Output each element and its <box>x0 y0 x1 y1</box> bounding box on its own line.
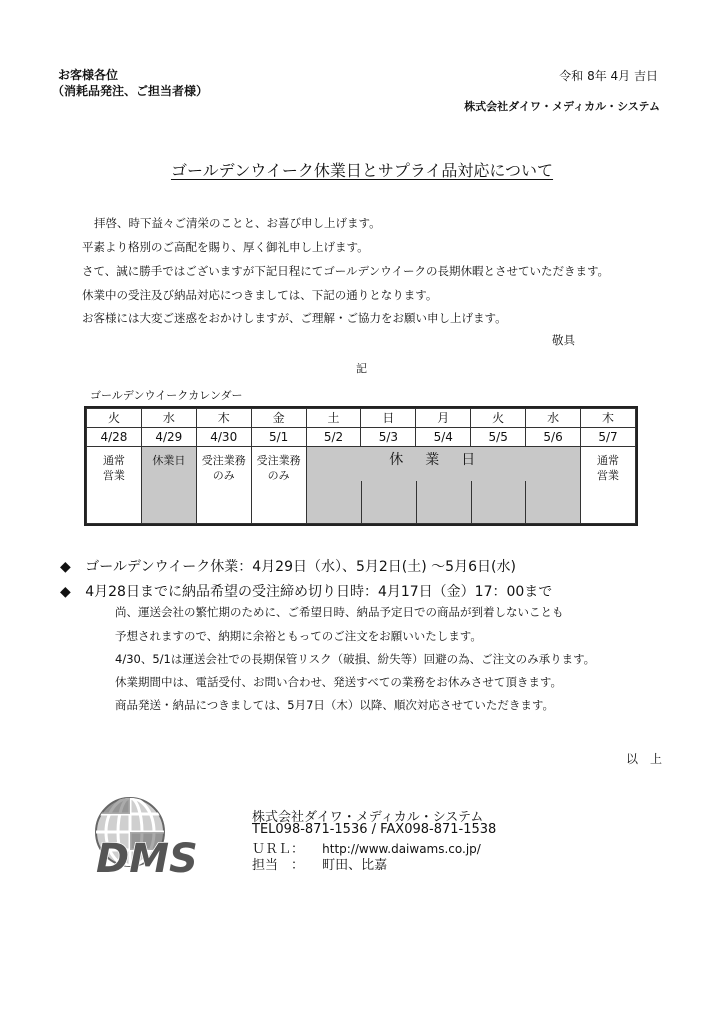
note-line-2: 予想されますので、納期に余裕ともってのご注文をお願いいたします。 <box>115 629 482 643</box>
recipient-line1: お客様各位 <box>58 68 119 82</box>
logo-text: DMS <box>96 836 198 882</box>
status-text: 通常 <box>597 454 619 467</box>
globe-logo-icon <box>86 792 216 882</box>
holiday-block-label: 休業日 <box>389 452 498 468</box>
status-text: 営業 <box>102 469 125 482</box>
status-cell-holiday-block <box>306 447 580 524</box>
document-title: ゴールデンウイーク休業日とサプライ品対応について <box>170 161 554 180</box>
note-line-5: 商品発送・納品につきましては、5月7日（木）以降、順次対応させていただきます。 <box>115 698 554 712</box>
contact-tel-fax: TEL098-871-1536 / FAX098-871-1538 <box>252 822 497 837</box>
day-cell: 木 <box>196 409 251 428</box>
date-cell: 5/7 <box>581 428 636 447</box>
day-cell: 木 <box>581 409 636 428</box>
diamond-bullet-icon: ◆ <box>60 559 71 575</box>
dms-logo <box>86 792 216 882</box>
url-label: ＵＲＬ： <box>252 842 305 857</box>
bullet-text: 4月28日までに納品希望の受注締め切り日時：4月17日（金）17：00まで <box>85 584 553 600</box>
status-cell-holiday <box>141 447 196 524</box>
status-text: のみ <box>212 469 235 482</box>
date-cell: 4/29 <box>141 428 196 447</box>
date-cell: 5/1 <box>251 428 306 447</box>
person-names: 町田、比嘉 <box>322 858 388 873</box>
note-line-3: 4/30、5/1は運送会社での長期保管リスク（破損、紛失等）回避の為、ご注文のみ承ります。 <box>115 652 596 666</box>
bullet-order-deadline <box>60 581 552 601</box>
body-line-3: さて、誠に勝手ではございますが下記日程にてゴールデンウイークの長期休暇とさせていただきます。 <box>82 264 610 278</box>
bullet-text: ゴールデンウイーク休業：4月29日（水）、5月2日(土) ～5月6日(水) <box>85 559 516 575</box>
keigu: 敬具 <box>552 333 575 347</box>
body-line-5: お客様には大変ご迷惑をおかけしますが、ご理解・ご協力をお願い申し上げます。 <box>82 311 507 325</box>
body-line-1: 拝啓、時下益々ご清栄のことと、お喜び申し上げます。 <box>94 216 381 230</box>
day-cell: 月 <box>416 409 471 428</box>
body-line-2: 平素より格別のご高配を賜り、厚く御礼申し上げます。 <box>82 240 369 254</box>
status-cell-normal <box>581 447 636 524</box>
status-cell-order-only <box>196 447 251 524</box>
date-cell: 4/30 <box>196 428 251 447</box>
body-line-4: 休業中の受注及び納品対応につきましては、下記の通りとなります。 <box>82 288 438 302</box>
contact-company: 株式会社ダイワ・メディカル・システム <box>252 810 484 825</box>
date-cell: 5/2 <box>306 428 361 447</box>
ki-mark: 記 <box>356 362 367 375</box>
note-line-1: 尚、運送会社の繁忙期のために、ご希望日時、納品予定日での商品が到着しないことも <box>115 605 564 619</box>
holiday-divider <box>471 481 472 523</box>
date-cell: 4/28 <box>87 428 142 447</box>
holiday-divider <box>361 481 362 523</box>
date-cell: 5/3 <box>361 428 416 447</box>
person-label: 担当 ： <box>252 858 305 873</box>
note-line-4: 休業期間中は、電話受付、お問い合わせ、発送すべての業務をお休みさせて頂きます。 <box>115 675 563 689</box>
day-cell: 金 <box>251 409 306 428</box>
status-text: 通常 <box>102 454 125 467</box>
holiday-divider <box>525 481 526 523</box>
day-cell: 日 <box>361 409 416 428</box>
website-link[interactable]: http://www.daiwams.co.jp/ <box>322 842 481 856</box>
document-date: 令和 8年 4月 吉日 <box>559 69 658 83</box>
date-cell: 5/5 <box>471 428 526 447</box>
ijou: 以 上 <box>626 752 663 766</box>
calendar-label: ゴールデンウイークカレンダー <box>90 389 243 402</box>
date-cell: 5/4 <box>416 428 471 447</box>
day-cell: 火 <box>87 409 142 428</box>
date-cell: 5/6 <box>526 428 581 447</box>
status-text: 営業 <box>597 469 619 482</box>
status-cell-normal <box>87 447 142 524</box>
diamond-bullet-icon: ◆ <box>60 584 71 600</box>
day-cell: 水 <box>141 409 196 428</box>
issuer-company: 株式会社ダイワ・メディカル・システム <box>464 100 660 113</box>
day-cell: 土 <box>306 409 361 428</box>
status-text: のみ <box>267 469 290 482</box>
recipient-line2: （消耗品発注、ご担当者様） <box>52 84 209 98</box>
day-cell: 火 <box>471 409 526 428</box>
holiday-divider <box>416 481 417 523</box>
contact-person-row <box>252 854 387 873</box>
day-cell: 水 <box>526 409 581 428</box>
status-text: 休業日 <box>152 454 186 467</box>
bullet-holiday-period <box>60 556 516 576</box>
holiday-calendar <box>84 406 638 526</box>
status-cell-order-only <box>251 447 306 524</box>
status-text: 受注業務 <box>201 454 246 467</box>
status-text: 受注業務 <box>256 454 301 467</box>
